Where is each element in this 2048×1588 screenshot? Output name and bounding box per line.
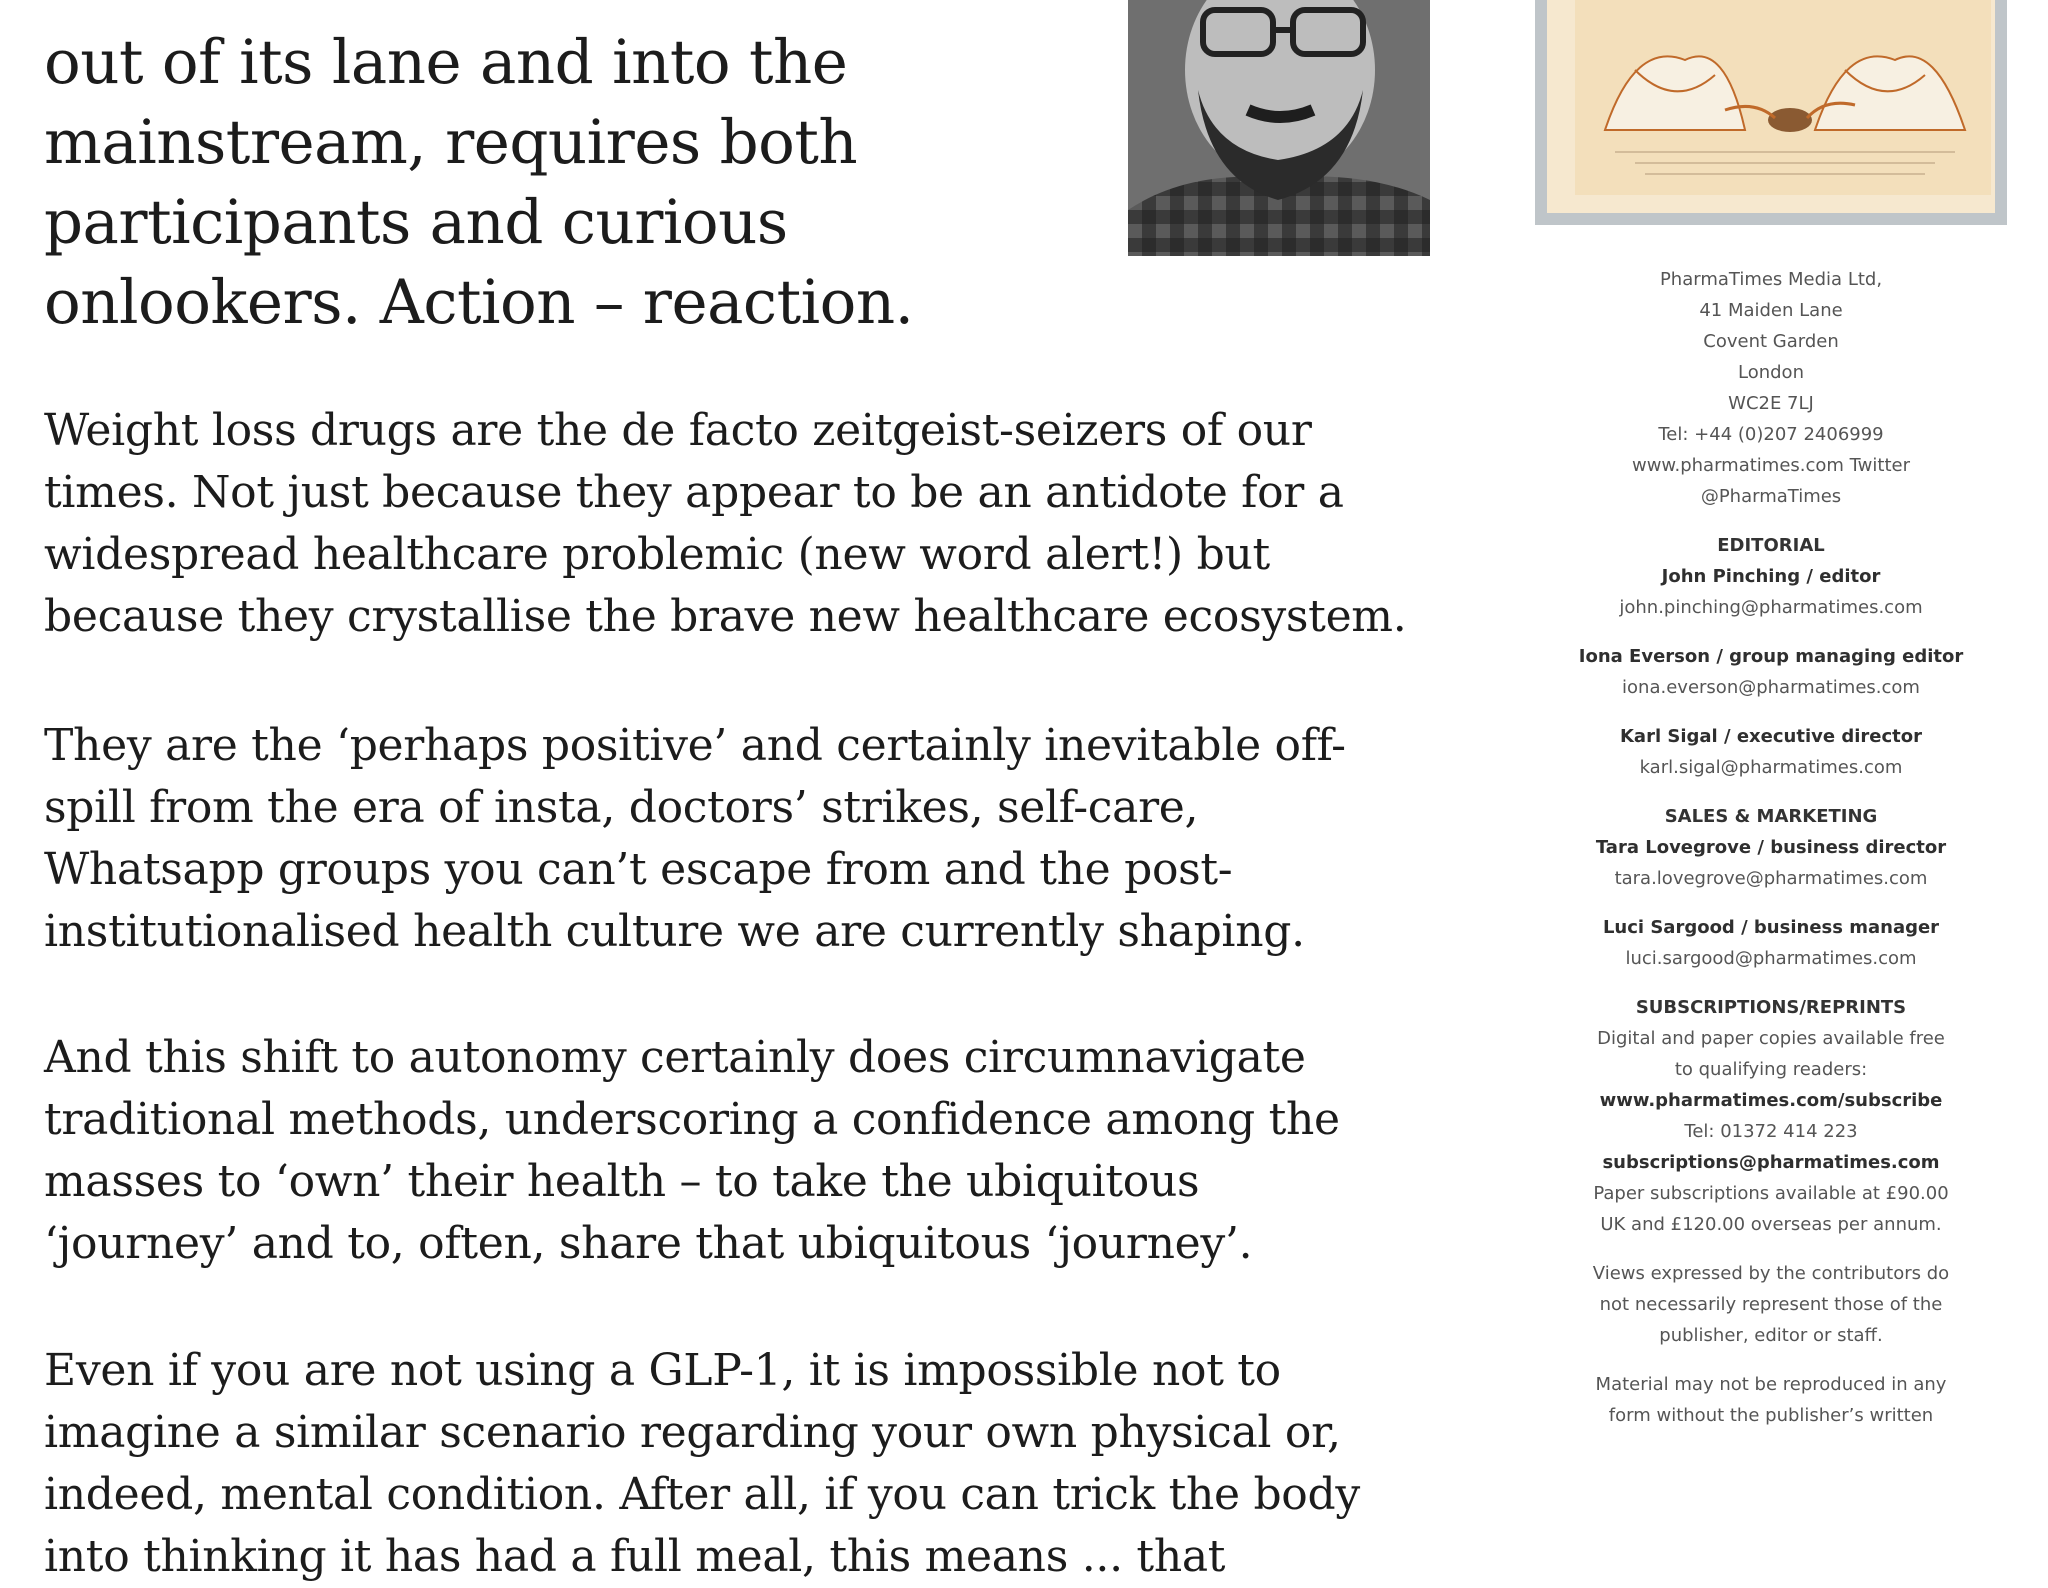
article-paragraph bbox=[44, 715, 1454, 963]
paragraph-line: because they crystallise the brave new healthcare ecosystem. bbox=[44, 591, 1407, 642]
paragraph-line: And this shift to autonomy certainly does circumnavigate bbox=[44, 1032, 1306, 1083]
contact-name: John Pinching / editor bbox=[1661, 566, 1881, 587]
paragraph-line: spill from the era of insta, doctors’ strikes, self-care, bbox=[44, 782, 1199, 833]
disclaimer-line: publisher, editor or staff. bbox=[1659, 1325, 1883, 1346]
contact-email[interactable]: luci.sargood@pharmatimes.com bbox=[1625, 948, 1917, 969]
address-line: Covent Garden bbox=[1703, 331, 1839, 352]
subscription-text: to qualifying readers: bbox=[1674, 1059, 1868, 1080]
article-paragraph bbox=[44, 1027, 1454, 1275]
paragraph-line: imagine a similar scenario regarding your own physical or, bbox=[44, 1407, 1341, 1458]
paragraph-line: into thinking it has had a full meal, this means ... that bbox=[44, 1531, 1226, 1582]
section-heading: SUBSCRIPTIONS/REPRINTS bbox=[1635, 997, 1907, 1018]
subscription-phone: Tel: 01372 414 223 bbox=[1684, 1121, 1858, 1142]
business-manager-block bbox=[1535, 912, 2007, 974]
intro-text bbox=[44, 0, 1044, 343]
intro-line: participants and curious bbox=[44, 187, 788, 258]
paragraph-line: widespread healthcare problemic (new word alert!) but bbox=[44, 529, 1270, 580]
address-line: WC2E 7LJ bbox=[1728, 393, 1814, 414]
address-line: 41 Maiden Lane bbox=[1699, 300, 1843, 321]
paragraph-line: Even if you are not using a GLP-1, it is impossible not to bbox=[44, 1345, 1281, 1396]
disclaimer-line: Views expressed by the contributors do bbox=[1592, 1263, 1950, 1284]
publisher-address bbox=[1535, 264, 2007, 512]
paragraph-line: masses to ‘own’ their health – to take the ubiquitous bbox=[44, 1156, 1200, 1207]
masthead-sidebar bbox=[1535, 264, 2007, 1449]
author-portrait bbox=[1128, 0, 1430, 256]
copyright-line: Material may not be reproduced in any bbox=[1595, 1374, 1947, 1395]
subscriptions-block bbox=[1535, 992, 2007, 1240]
address-line: Tel: +44 (0)207 2406999 bbox=[1658, 424, 1884, 445]
article-paragraph bbox=[44, 1340, 1454, 1588]
contact-email[interactable]: karl.sigal@pharmatimes.com bbox=[1639, 757, 1903, 778]
intro-line: out of its lane and into the bbox=[44, 27, 848, 98]
paragraph-line: ‘journey’ and to, often, share that ubiquitous ‘journey’. bbox=[44, 1218, 1253, 1269]
article-paragraph bbox=[44, 400, 1454, 648]
address-line: PharmaTimes Media Ltd, bbox=[1659, 269, 1883, 290]
subscribe-link[interactable]: www.pharmatimes.com/subscribe bbox=[1599, 1090, 1943, 1111]
section-heading: SALES & MARKETING bbox=[1664, 806, 1878, 827]
contact-name: Luci Sargood / business manager bbox=[1602, 917, 1940, 938]
contact-email[interactable]: tara.lovegrove@pharmatimes.com bbox=[1614, 868, 1928, 889]
subscription-email[interactable]: subscriptions@pharmatimes.com bbox=[1602, 1152, 1940, 1173]
portrait-image bbox=[1128, 0, 1430, 256]
contact-name: Tara Lovegrove / business director bbox=[1595, 837, 1947, 858]
contact-email[interactable]: john.pinching@pharmatimes.com bbox=[1619, 597, 1923, 618]
paragraph-line: traditional methods, underscoring a confidence among the bbox=[44, 1094, 1340, 1145]
paragraph-line: They are the ‘perhaps positive’ and certainly inevitable off- bbox=[44, 720, 1346, 771]
address-line: @PharmaTimes bbox=[1700, 486, 1842, 507]
contact-email[interactable]: iona.everson@pharmatimes.com bbox=[1622, 677, 1920, 698]
sales-block bbox=[1535, 801, 2007, 894]
contact-name: Iona Everson / group managing editor bbox=[1578, 646, 1964, 667]
intro-line: mainstream, requires both bbox=[44, 107, 858, 178]
advert-artwork bbox=[1575, 0, 1967, 183]
disclaimer-line: not necessarily represent those of the bbox=[1599, 1294, 1943, 1315]
paragraph-line: Whatsapp groups you can’t escape from and the post- bbox=[44, 844, 1233, 895]
copyright-block bbox=[1535, 1369, 2007, 1431]
section-heading: EDITORIAL bbox=[1717, 535, 1825, 556]
illustration-image bbox=[1575, 0, 1991, 195]
subscription-price: UK and £120.00 overseas per annum. bbox=[1600, 1214, 1942, 1235]
paragraph-line: indeed, mental condition. After all, if you can trick the body bbox=[44, 1469, 1360, 1520]
exec-director-block bbox=[1535, 721, 2007, 783]
editorial-block bbox=[1535, 530, 2007, 623]
advert-illustration bbox=[1535, 0, 2007, 225]
paragraph-line: institutionalised health culture we are currently shaping. bbox=[44, 906, 1305, 957]
paragraph-line: Weight loss drugs are the de facto zeitgeist-seizers of our bbox=[44, 405, 1312, 456]
group-editor-block bbox=[1535, 641, 2007, 703]
intro-line: onlookers. Action – reaction. bbox=[44, 267, 914, 338]
subscription-text: Digital and paper copies available free bbox=[1597, 1028, 1945, 1049]
address-line: www.pharmatimes.com Twitter bbox=[1631, 455, 1910, 476]
address-line: London bbox=[1738, 362, 1804, 383]
contact-name: Karl Sigal / executive director bbox=[1619, 726, 1922, 747]
disclaimer-block bbox=[1535, 1258, 2007, 1351]
copyright-line: form without the publisher’s written bbox=[1608, 1405, 1934, 1426]
paragraph-line: times. Not just because they appear to be an antidote for a bbox=[44, 467, 1344, 518]
subscription-price: Paper subscriptions available at £90.00 bbox=[1593, 1183, 1949, 1204]
